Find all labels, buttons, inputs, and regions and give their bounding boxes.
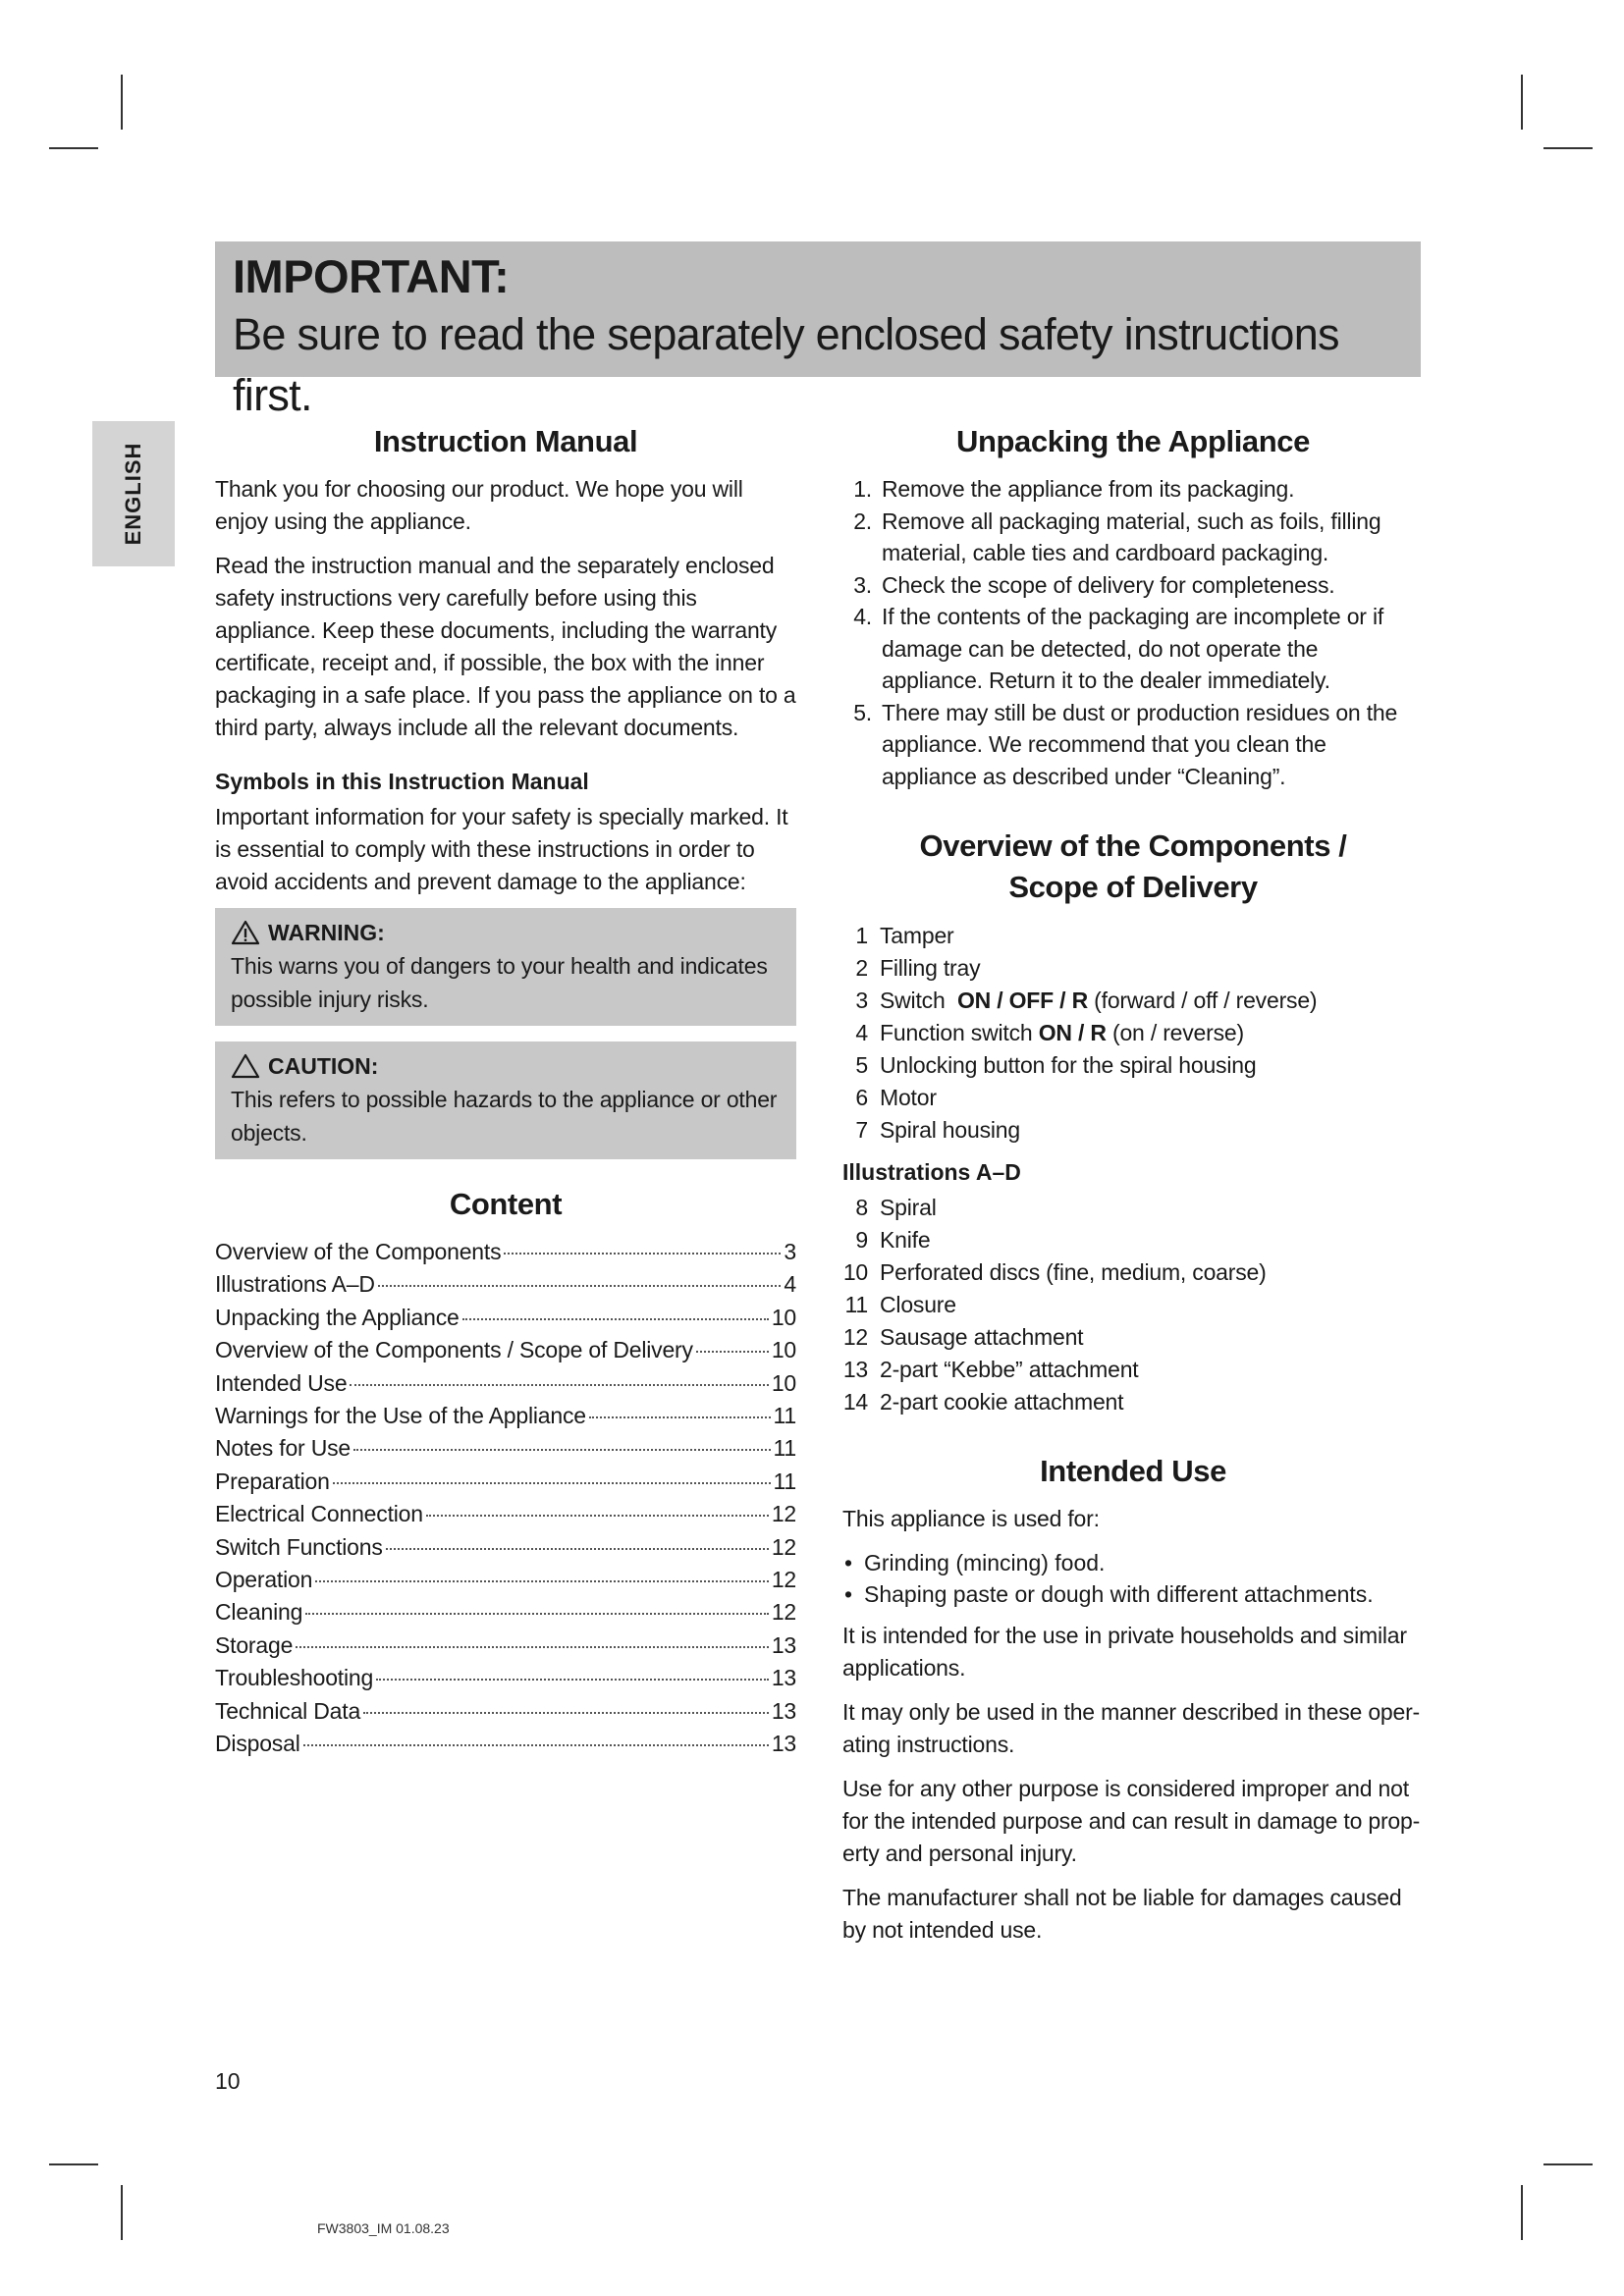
toc-entry-title: Overview of the Components [215, 1239, 502, 1264]
step-number: 3. [853, 571, 872, 598]
step-text: Check the scope of delivery for completeness. [882, 571, 1335, 598]
component-item [842, 1354, 1424, 1386]
toc-leader-dots [426, 1515, 769, 1517]
toc-entry-page: 12 [771, 1533, 796, 1560]
toc-entry-title: Unpacking the Appliance [215, 1304, 460, 1330]
component-item [842, 1049, 1424, 1082]
important-banner [215, 241, 1421, 420]
unpacking-step [842, 697, 1424, 793]
right-column [842, 422, 1424, 1958]
page-number: 10 [215, 2068, 241, 2094]
toc-entry [215, 1367, 796, 1400]
caution-triangle-icon [231, 1053, 260, 1079]
step-text: There may still be dust or production residues on the appliance. We recommend that you clean the appliance as described under “Cleaning”. [882, 699, 1398, 789]
toc-leader-dots [386, 1548, 769, 1550]
toc-entry-title: Technical Data [215, 1697, 361, 1724]
component-number: 10 [842, 1259, 868, 1285]
table-of-contents [215, 1236, 796, 1761]
component-number: 3 [855, 988, 868, 1013]
crop-mark [121, 75, 123, 130]
toc-entry-page: 12 [771, 1567, 796, 1593]
component-number: 12 [842, 1324, 868, 1350]
component-item [842, 920, 1424, 952]
component-text: Sausage attachment [880, 1324, 1084, 1350]
toc-entry [215, 1236, 796, 1268]
toc-entry [215, 1302, 796, 1334]
component-item [842, 985, 1424, 1017]
symbols-heading: Symbols in this Instruction Manual [215, 769, 589, 794]
crop-mark [121, 2185, 123, 2240]
toc-entry-page: 11 [773, 1435, 796, 1462]
toc-entry-title: Illustrations A–D [215, 1271, 375, 1298]
toc-entry-page: 11 [773, 1403, 796, 1429]
toc-entry-page: 12 [771, 1599, 796, 1626]
step-text: Remove all packaging material, such as foils, filling material, cable ties and cardboard packaging. [882, 507, 1381, 565]
toc-entry-page: 12 [771, 1501, 796, 1527]
component-number: 5 [855, 1052, 868, 1078]
toc-entry [215, 1695, 796, 1728]
component-item [842, 1082, 1424, 1114]
intended-use-bullet: • Grinding (mincing) food. [842, 1547, 1424, 1578]
component-text-pre: Switch [880, 988, 957, 1013]
toc-leader-dots [504, 1253, 781, 1255]
toc-leader-dots [303, 1744, 769, 1746]
component-text: Knife [880, 1227, 931, 1253]
component-number: 13 [842, 1357, 868, 1382]
component-item [842, 1192, 1424, 1224]
component-text-bold: ON / OFF / R [956, 988, 1088, 1013]
crop-mark [1543, 147, 1593, 149]
toc-entry [215, 1596, 796, 1629]
toc-entry-page: 13 [771, 1697, 796, 1724]
toc-entry [215, 1564, 796, 1596]
toc-leader-dots [350, 1384, 768, 1386]
intro-paragraph: Thank you for choosing our product. We hope you will enjoy using the appliance. [215, 476, 743, 534]
component-text: Spiral housing [880, 1117, 1020, 1143]
component-item [842, 1289, 1424, 1321]
toc-entry-page: 10 [771, 1369, 796, 1396]
intended-use-heading: Intended Use [1040, 1454, 1226, 1488]
toc-entry-title: Troubleshooting [215, 1665, 374, 1691]
component-text-pre: Function switch [880, 1020, 1039, 1045]
toc-entry [215, 1334, 796, 1366]
toc-leader-dots [363, 1712, 769, 1714]
component-number: 8 [855, 1195, 868, 1220]
component-text: Perforated discs (fine, medium, coarse) [880, 1259, 1267, 1285]
crop-mark [1543, 2163, 1593, 2165]
unpacking-step [842, 473, 1424, 506]
warning-box [215, 908, 796, 1026]
overview-heading-line2: Scope of Delivery [1008, 870, 1258, 904]
overview-heading-line1: Overview of the Components / [919, 828, 1347, 863]
caution-box [215, 1041, 796, 1159]
step-number: 2. [853, 507, 872, 534]
symbols-text: Important information for your safety is specially marked. It is essential to comply with these instructions in order to avoid accidents and prevent damage to the appliance: [215, 804, 788, 894]
step-number: 5. [853, 699, 872, 725]
toc-leader-dots [305, 1613, 769, 1615]
component-text: Spiral [880, 1195, 937, 1220]
component-number: 4 [855, 1020, 868, 1045]
caution-text: This refers to possible hazards to the appliance or other objects. [231, 1087, 778, 1146]
toc-entry-title: Operation [215, 1567, 313, 1593]
unpacking-step [842, 506, 1424, 569]
unpacking-step [842, 569, 1424, 602]
intended-use-intro: This appliance is used for: [842, 1506, 1100, 1531]
toc-entry-title: Intended Use [215, 1369, 348, 1396]
toc-leader-dots [315, 1580, 769, 1582]
component-text: Tamper [880, 923, 954, 948]
crop-mark [49, 147, 98, 149]
toc-entry [215, 1466, 796, 1498]
toc-entry [215, 1498, 796, 1530]
language-label: ENGLISH [121, 442, 145, 546]
toc-leader-dots [376, 1679, 769, 1681]
banner-subtitle: Be sure to read the separately enclosed safety instructions first. [233, 309, 1339, 420]
toc-entry [215, 1662, 796, 1694]
component-item [842, 1224, 1424, 1256]
toc-entry [215, 1531, 796, 1564]
unpacking-heading: Unpacking the Appliance [956, 424, 1310, 458]
toc-leader-dots [296, 1646, 769, 1648]
component-text-post: (on / reverse) [1106, 1020, 1244, 1045]
toc-entry [215, 1432, 796, 1465]
caution-label: CAUTION: [268, 1053, 379, 1079]
toc-entry-page: 10 [771, 1304, 796, 1330]
component-text [880, 1017, 1244, 1049]
toc-entry [215, 1728, 796, 1760]
component-item [842, 1114, 1424, 1147]
unpacking-steps [842, 473, 1424, 792]
step-text: If the contents of the packaging are incomplete or if damage can be detected, do not operate the appliance. Return it to the dealer immediately. [882, 604, 1384, 693]
warning-triangle-icon [231, 920, 260, 945]
component-number: 11 [844, 1292, 868, 1317]
component-number: 1 [855, 923, 868, 948]
component-text-post: (forward / off / reverse) [1087, 988, 1318, 1013]
toc-entry-title: Overview of the Components / Scope of Delivery [215, 1337, 693, 1363]
warning-label: WARNING: [268, 920, 385, 945]
component-text: Filling tray [880, 955, 981, 981]
component-text: Unlocking button for the spiral housing [880, 1052, 1257, 1078]
component-item [842, 1321, 1424, 1354]
intended-use-paragraph: It may only be used in the manner described in these oper-ating instructions. [842, 1699, 1421, 1757]
component-text [880, 985, 1317, 1017]
toc-leader-dots [353, 1449, 771, 1451]
toc-entry-title: Disposal [215, 1731, 300, 1757]
crop-mark [49, 2163, 98, 2165]
toc-entry [215, 1268, 796, 1301]
toc-leader-dots [333, 1482, 771, 1484]
warning-text: This warns you of dangers to your health and indicates possible injury risks. [231, 953, 768, 1012]
intended-use-paragraph: The manufacturer shall not be liable for damages caused by not intended use. [842, 1885, 1402, 1943]
component-number: 14 [842, 1389, 868, 1415]
crop-mark [1521, 2185, 1523, 2240]
language-tab [92, 421, 175, 566]
toc-entry-title: Storage [215, 1631, 294, 1658]
toc-entry-title: Notes for Use [215, 1435, 352, 1462]
toc-leader-dots [589, 1416, 771, 1418]
component-item [842, 1017, 1424, 1049]
illustration-components-list [842, 1192, 1424, 1418]
component-item [842, 1386, 1424, 1418]
toc-entry-page: 13 [771, 1731, 796, 1757]
content-heading: Content [449, 1187, 563, 1221]
component-text: 2-part cookie attachment [880, 1389, 1124, 1415]
toc-entry-page: 10 [771, 1337, 796, 1363]
toc-entry [215, 1629, 796, 1662]
read-manual-paragraph: Read the instruction manual and the separately enclosed safety instructions very carefully before using this appliance. Keep these documents, including the warranty certificate, receipt and, if possible, the box with the inner packaging in a safe place. If you pass the appliance on to a third party, always include all the relevant documents. [215, 553, 796, 740]
unpacking-step [842, 601, 1424, 697]
toc-entry-title: Warnings for the Use of the Appliance [215, 1403, 586, 1429]
toc-leader-dots [462, 1318, 769, 1320]
toc-entry-page: 4 [784, 1271, 796, 1298]
left-column [215, 422, 796, 1761]
intended-use-bullets [842, 1547, 1424, 1610]
component-number: 9 [855, 1227, 868, 1253]
banner-title: IMPORTANT: [233, 250, 510, 302]
step-number: 4. [853, 604, 872, 629]
component-number: 2 [855, 955, 868, 981]
crop-mark [1521, 75, 1523, 130]
component-item [842, 952, 1424, 985]
component-text: 2-part “Kebbe” attachment [880, 1357, 1139, 1382]
toc-entry-title: Preparation [215, 1468, 330, 1494]
toc-leader-dots [378, 1285, 782, 1287]
component-item [842, 1256, 1424, 1289]
toc-entry-page: 3 [784, 1239, 796, 1264]
step-text: Remove the appliance from its packaging. [882, 476, 1295, 502]
intended-use-paragraph: Use for any other purpose is considered improper and not for the intended purpose and can result in damage to prop-erty and personal injury. [842, 1776, 1421, 1866]
overview-heading [842, 826, 1424, 908]
toc-entry-title: Switch Functions [215, 1533, 383, 1560]
components-list [842, 920, 1424, 1147]
component-text-bold: ON / R [1038, 1020, 1107, 1045]
component-text: Closure [880, 1292, 956, 1317]
component-number: 7 [855, 1117, 868, 1143]
instruction-manual-heading: Instruction Manual [373, 424, 638, 458]
toc-entry [215, 1400, 796, 1432]
toc-entry-page: 11 [773, 1468, 796, 1494]
toc-entry-title: Cleaning [215, 1599, 303, 1626]
intended-use-paragraph: It is intended for the use in private households and similar applications. [842, 1623, 1407, 1681]
component-number: 6 [855, 1085, 868, 1110]
illustrations-heading: Illustrations A–D [842, 1159, 1021, 1185]
component-text: Motor [880, 1085, 937, 1110]
footer-code: FW3803_IM 01.08.23 [317, 2220, 450, 2236]
toc-leader-dots [696, 1351, 769, 1353]
toc-entry-page: 13 [771, 1665, 796, 1691]
toc-entry-page: 13 [771, 1631, 796, 1658]
step-number: 1. [853, 476, 872, 502]
intended-use-bullet: • Shaping paste or dough with different attachments. [842, 1578, 1424, 1610]
toc-entry-title: Electrical Connection [215, 1501, 423, 1527]
